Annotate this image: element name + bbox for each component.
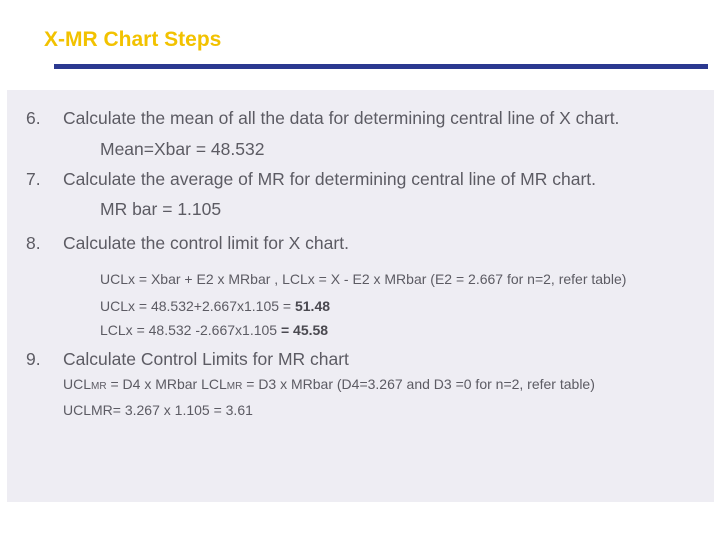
step-8-formula: UCLx = Xbar + E2 x MRbar , LCLx = X - E2 x MRbar (E2 = 2.667 for n=2, refer table) [100, 271, 627, 287]
step-9-formula-ucl-subscript: MR [91, 381, 107, 392]
step-9-formula [63, 376, 595, 392]
step-9-formula-end: = D3 x MRbar (D4=3.267 and D3 =0 for n=2, refer table) [242, 376, 595, 392]
step-9-formula-middle: = D4 x MRbar LCL [106, 376, 227, 392]
step-8-lcl-prefix: LCLx = 48.532 -2.667x1.105 [100, 322, 281, 338]
step-8-number: 8. [26, 233, 41, 253]
step-8-lcl-row [100, 322, 328, 338]
step-9-result: UCLMR= 3.267 x 1.105 = 3.61 [63, 402, 253, 418]
step-9-text: Calculate Control Limits for MR chart [63, 349, 349, 369]
step-9-formula-ucl: UCL [63, 376, 92, 392]
step-8-ucl-prefix: UCLx = 48.532+2.667x1.105 = [100, 298, 295, 314]
title-underline [54, 64, 708, 69]
step-7-text: Calculate the average of MR for determining central line of MR chart. [63, 169, 597, 189]
step-8-text: Calculate the control limit for X chart. [63, 233, 349, 253]
step-8-lcl-value: = 45.58 [280, 322, 329, 338]
step-7-detail: MR bar = 1.105 [100, 199, 222, 219]
step-7-number: 7. [26, 169, 41, 189]
step-6-number: 6. [26, 108, 41, 128]
step-6-text: Calculate the mean of all the data for determining central line of X chart. [63, 108, 620, 128]
step-9-number: 9. [26, 349, 41, 369]
step-8-ucl-row [100, 298, 330, 314]
step-6-detail: Mean=Xbar = 48.532 [100, 139, 265, 159]
scanned-notes-panel [7, 90, 714, 502]
slide-title: X-MR Chart Steps [44, 28, 222, 51]
step-9-formula-lcl-subscript: MR [226, 381, 243, 392]
step-8-ucl-value: 51.48 [294, 298, 331, 314]
